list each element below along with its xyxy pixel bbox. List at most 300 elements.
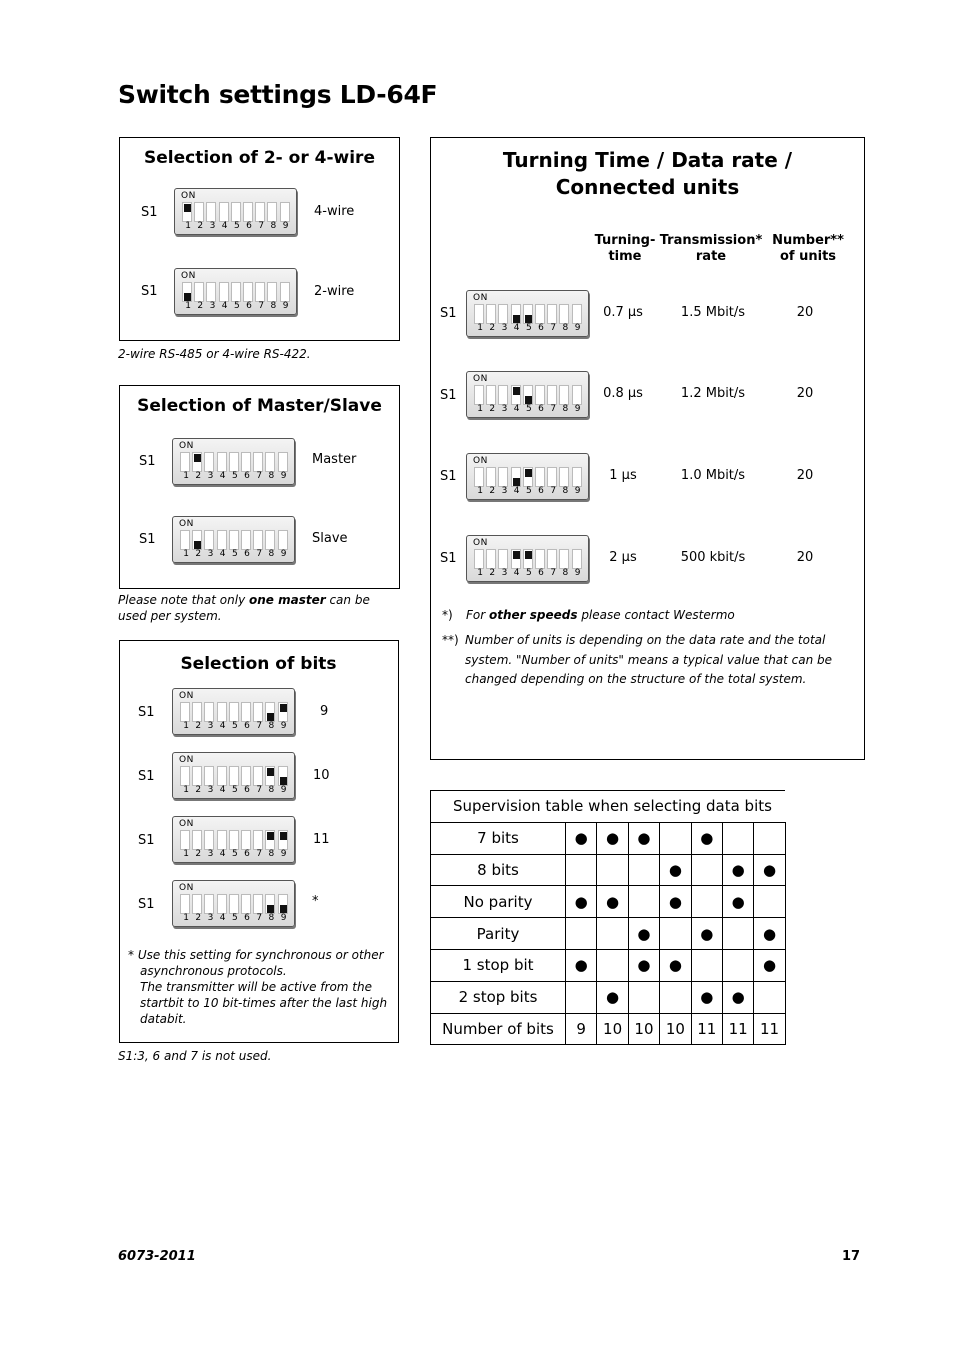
dip-number: 9: [280, 913, 287, 923]
dip-number: 1: [183, 721, 189, 731]
dip-slot: [535, 304, 545, 324]
dip-number: 8: [562, 568, 569, 578]
switch-label: S1: [139, 454, 156, 469]
dip-number: 5: [231, 549, 238, 559]
dip-slot: [229, 530, 239, 550]
dip-slot: [255, 202, 265, 222]
dip-slot: [523, 385, 533, 405]
dip-numbers: [180, 721, 290, 731]
table-cell: ●: [628, 822, 659, 854]
transmission-rate-value: 1.2 Mbit/s: [680, 386, 746, 401]
table-cell: 9: [566, 1013, 597, 1045]
table-cell: ●: [597, 886, 628, 918]
table-row: [431, 854, 786, 886]
table-cell: [566, 918, 597, 950]
dip-slot: [206, 202, 216, 222]
dip-number: 4: [513, 486, 520, 496]
dip-number: 2: [195, 721, 202, 731]
dip-slot: [217, 702, 227, 722]
dip-on-label: ON: [179, 519, 194, 529]
switch-label: S1: [141, 205, 158, 220]
dip-number: 3: [207, 785, 214, 795]
dip-slot: [204, 894, 214, 914]
dip-slot: [219, 282, 229, 302]
dip-number: 9: [280, 849, 287, 859]
dip-slot: [474, 467, 484, 487]
dip-number: 7: [550, 404, 557, 414]
dip-number: 4: [513, 323, 520, 333]
dip-slot: [217, 830, 227, 850]
header-line: time: [608, 249, 642, 264]
row-label: 1 stop bit: [431, 949, 566, 981]
dip-number: 3: [209, 301, 216, 311]
table-cell: [566, 981, 597, 1013]
caption-text: Please note that only: [118, 593, 249, 607]
dip-number: 8: [562, 404, 569, 414]
dip-number: 4: [513, 404, 520, 414]
dip-on-label: ON: [179, 691, 194, 701]
dip-number: 3: [209, 221, 216, 231]
dip-number: 9: [282, 221, 289, 231]
table-cell: 10: [597, 1013, 628, 1045]
dip-slot: [498, 467, 508, 487]
dip-number: 3: [207, 913, 214, 923]
dip-slot: [547, 385, 557, 405]
dip-slot: [265, 830, 275, 850]
dip-slot: [192, 452, 202, 472]
dip-number: 8: [562, 323, 569, 333]
bits-option-label: 10: [313, 768, 330, 783]
number-of-units-value: 20: [796, 305, 814, 320]
dip-number: 8: [268, 549, 275, 559]
dip-slot: [511, 304, 521, 324]
row-label: Number of bits: [431, 1013, 566, 1045]
dip-slot: [265, 452, 275, 472]
dip-number: 9: [280, 785, 287, 795]
dip-slot: [498, 385, 508, 405]
dip-slot: [192, 894, 202, 914]
dip-number: 6: [246, 221, 252, 231]
dip-slot: [535, 385, 545, 405]
dip-number: 9: [574, 486, 581, 496]
table-cell: ●: [660, 854, 691, 886]
dip-on-label: ON: [179, 755, 194, 765]
dip-number: 4: [219, 849, 226, 859]
dip-slot: [241, 530, 251, 550]
row-label: 2 stop bits: [431, 981, 566, 1013]
table-cell: [660, 918, 691, 950]
dip-slot: [474, 385, 484, 405]
switch-label: S1: [440, 388, 457, 403]
wire-caption: 2-wire RS-485 or 4-wire RS-422.: [118, 347, 311, 361]
dip-slot: [217, 452, 227, 472]
slave-option-label: Slave: [312, 531, 348, 546]
dip-switch: [466, 535, 589, 582]
table-cell: ●: [754, 918, 785, 950]
dip-number: 5: [233, 301, 240, 311]
table-row: [431, 822, 786, 854]
table-cell: [754, 886, 785, 918]
dip-slot: [229, 702, 239, 722]
dip-number: 3: [207, 721, 214, 731]
dip-number: 9: [280, 549, 287, 559]
dip-number: 9: [280, 471, 287, 481]
dip-slot: [194, 202, 204, 222]
caption-text: can be used per system.: [118, 593, 370, 623]
dip-slot: [498, 549, 508, 569]
dip-slot: [229, 766, 239, 786]
dip-number: 7: [256, 849, 263, 859]
dip-on-label: ON: [179, 883, 194, 893]
footnote-line: changed depending on the structure of the total system.: [465, 672, 807, 686]
table-cell: [597, 949, 628, 981]
table-cell: ●: [597, 822, 628, 854]
footnote-emphasis: other speeds: [489, 608, 578, 622]
dip-slot: [547, 549, 557, 569]
header-line: Number**: [772, 233, 844, 248]
dip-number: 4: [219, 913, 226, 923]
table-cell: ●: [628, 949, 659, 981]
dip-slot: [511, 467, 521, 487]
dip-slot: [267, 282, 277, 302]
dip-knob: [525, 551, 532, 559]
footnote-other-speeds: [442, 607, 842, 623]
dip-number: 5: [231, 721, 238, 731]
dip-switch: [172, 516, 295, 563]
table-cell: ●: [691, 918, 722, 950]
dip-number: 8: [268, 471, 275, 481]
dip-slot: [229, 830, 239, 850]
dip-slot: [241, 894, 251, 914]
bits-note-line: The transmitter will be active from the: [140, 980, 372, 994]
dip-slot: [511, 549, 521, 569]
dip-number: 5: [231, 471, 238, 481]
dip-number: 9: [574, 568, 581, 578]
dip-slot: [192, 766, 202, 786]
dip-slot: [535, 549, 545, 569]
dip-number: 7: [256, 785, 263, 795]
dip-number: 3: [207, 549, 214, 559]
table-row: [431, 949, 786, 981]
dip-slot: [278, 530, 288, 550]
dip-slot: [219, 202, 229, 222]
dip-slot: [486, 304, 496, 324]
dip-numbers: [180, 785, 290, 795]
dip-number: 4: [219, 721, 226, 731]
table-cell: ●: [722, 981, 753, 1013]
dip-number: 6: [538, 323, 544, 333]
bits-option-label: *: [312, 894, 319, 909]
dip-switch: [172, 688, 295, 735]
dip-number: 8: [268, 721, 275, 731]
dip-number: 8: [270, 301, 277, 311]
transmission-rate-header: [659, 233, 763, 265]
dip-number: 6: [244, 849, 250, 859]
switch-label: S1: [138, 705, 155, 720]
bits-caption: S1:3, 6 and 7 is not used.: [118, 1049, 272, 1063]
dip-slot: [280, 202, 290, 222]
dip-slot: [535, 467, 545, 487]
switch-label: S1: [440, 551, 457, 566]
dip-number: 7: [550, 486, 557, 496]
number-of-units-value: 20: [796, 468, 814, 483]
table-cell: ●: [597, 981, 628, 1013]
dip-slot: [206, 282, 216, 302]
table-cell: ●: [754, 949, 785, 981]
dip-slot: [204, 530, 214, 550]
dip-number: 1: [183, 471, 189, 481]
dip-number: 7: [256, 721, 263, 731]
dip-number: 1: [185, 301, 191, 311]
dip-on-label: ON: [473, 456, 488, 466]
wire-option-label: 4-wire: [314, 204, 355, 219]
bits-note-line: * Use this setting for synchronous or other: [128, 948, 384, 962]
table-cell: [628, 854, 659, 886]
dip-number: 4: [221, 301, 228, 311]
dip-switch: [172, 816, 295, 863]
table-cell: [722, 918, 753, 950]
table-cell: [660, 822, 691, 854]
dip-number: 7: [256, 913, 263, 923]
dip-slot: [559, 467, 569, 487]
dip-numbers: [182, 301, 292, 311]
dip-number: 5: [525, 486, 532, 496]
dip-number: 2: [489, 404, 496, 414]
dip-on-label: ON: [473, 293, 488, 303]
turning-time-value: 0.7 µs: [603, 305, 643, 320]
dip-slot: [192, 830, 202, 850]
dip-number: 3: [501, 323, 508, 333]
dip-number: 1: [183, 913, 189, 923]
table-row: [431, 981, 786, 1013]
table-cell: 11: [722, 1013, 753, 1045]
table-cell: [597, 854, 628, 886]
footnote-text: please contact Westermo: [577, 608, 735, 622]
dip-number: 4: [219, 549, 226, 559]
dip-number: 5: [525, 404, 532, 414]
bits-note-line: databit.: [140, 1012, 187, 1026]
supervision-table: [430, 790, 786, 1045]
dip-on-label: ON: [473, 538, 488, 548]
dip-knob: [267, 768, 274, 776]
wire-selection-title: Selection of 2- or 4-wire: [144, 148, 375, 168]
dip-slot: [241, 766, 251, 786]
document-number: 6073-2011: [118, 1249, 196, 1264]
turning-title-line: Turning Time / Data rate /: [502, 148, 793, 172]
dip-knob: [525, 315, 532, 323]
supervision-table-header: Supervision table when selecting data bits: [431, 791, 786, 823]
table-cell: ●: [660, 949, 691, 981]
switch-label: S1: [138, 769, 155, 784]
dip-number: 9: [282, 301, 289, 311]
dip-number: 2: [195, 913, 202, 923]
dip-number: 1: [477, 323, 483, 333]
wire-option-label: 2-wire: [314, 284, 355, 299]
dip-knob: [280, 777, 287, 785]
dip-on-label: ON: [181, 191, 196, 201]
switch-label: S1: [139, 532, 156, 547]
master-slave-box: [119, 385, 400, 589]
bits-note-line: startbit to 10 bit-times after the last high: [140, 996, 388, 1010]
dip-slot: [192, 530, 202, 550]
dip-slot: [265, 766, 275, 786]
dip-number: 3: [501, 568, 508, 578]
dip-slot: [267, 202, 277, 222]
dip-number: 9: [574, 323, 581, 333]
dip-slot: [192, 702, 202, 722]
table-cell: ●: [722, 886, 753, 918]
number-of-units-value: 20: [796, 386, 814, 401]
dip-slot: [253, 830, 263, 850]
dip-number: 2: [195, 471, 202, 481]
table-row: [431, 918, 786, 950]
row-label: 8 bits: [431, 854, 566, 886]
table-cell: [722, 822, 753, 854]
dip-slot: [278, 766, 288, 786]
dip-number: 1: [183, 849, 189, 859]
dip-knob: [267, 905, 274, 913]
table-cell: [754, 981, 785, 1013]
page-number: 17: [842, 1249, 861, 1264]
table-cell: ●: [754, 854, 785, 886]
table-cell: [660, 981, 691, 1013]
dip-switch: [174, 188, 297, 235]
dip-number: 1: [477, 404, 483, 414]
bits-selection-box: [119, 640, 399, 1043]
dip-number: 8: [270, 221, 277, 231]
number-of-units-header: [765, 233, 851, 265]
dip-on-label: ON: [179, 441, 194, 451]
dip-slot: [180, 766, 190, 786]
dip-knob: [194, 454, 201, 462]
table-cell: [597, 918, 628, 950]
turning-time-title: [431, 147, 864, 201]
table-cell: 10: [628, 1013, 659, 1045]
dip-knob: [194, 541, 201, 549]
dip-slot: [253, 530, 263, 550]
dip-number: 6: [538, 404, 544, 414]
turning-title-line: Connected units: [555, 175, 740, 199]
dip-number: 5: [231, 913, 238, 923]
dip-numbers: [180, 549, 290, 559]
dip-knob: [267, 832, 274, 840]
dip-slot: [265, 702, 275, 722]
header-line: Transmission*: [659, 233, 763, 248]
dip-slot: [253, 766, 263, 786]
dip-on-label: ON: [181, 271, 196, 281]
dip-switch: [466, 290, 589, 337]
turning-time-header: [591, 233, 659, 265]
row-label: Parity: [431, 918, 566, 950]
dip-number: 7: [550, 323, 557, 333]
dip-switch: [172, 438, 295, 485]
bits-note-line: asynchronous protocols.: [140, 964, 287, 978]
dip-switch: [466, 371, 589, 418]
dip-numbers: [474, 323, 584, 333]
dip-number: 1: [477, 568, 483, 578]
page-title: Switch settings LD-64F: [118, 80, 438, 109]
dip-slot: [231, 282, 241, 302]
dip-number: 5: [233, 221, 240, 231]
dip-slot: [559, 304, 569, 324]
dip-number: 7: [258, 221, 265, 231]
table-cell: [628, 886, 659, 918]
dip-on-label: ON: [473, 374, 488, 384]
dip-numbers: [474, 568, 584, 578]
master-slave-title: Selection of Master/Slave: [137, 396, 382, 416]
dip-number: 1: [477, 486, 483, 496]
dip-slot: [180, 452, 190, 472]
dip-slot: [194, 282, 204, 302]
table-cell: [754, 822, 785, 854]
dip-number: 8: [562, 486, 569, 496]
row-label: 7 bits: [431, 822, 566, 854]
dip-number: 5: [525, 323, 532, 333]
dip-slot: [278, 702, 288, 722]
dip-number: 2: [489, 486, 496, 496]
table-row: [431, 886, 786, 918]
dip-knob: [525, 469, 532, 477]
dip-slot: [182, 282, 192, 302]
dip-slot: [180, 702, 190, 722]
dip-number: 2: [195, 785, 202, 795]
transmission-rate-value: 1.5 Mbit/s: [680, 305, 746, 320]
dip-slot: [241, 702, 251, 722]
dip-numbers: [180, 471, 290, 481]
footnote-number-of-units: [442, 631, 852, 690]
dip-slot: [229, 894, 239, 914]
dip-slot: [572, 549, 582, 569]
table-cell: 10: [660, 1013, 691, 1045]
dip-slot: [253, 702, 263, 722]
dip-slot: [572, 304, 582, 324]
dip-number: 5: [231, 785, 238, 795]
dip-slot: [511, 385, 521, 405]
dip-number: 4: [221, 221, 228, 231]
dip-slot: [280, 282, 290, 302]
dip-slot: [498, 304, 508, 324]
dip-number: 7: [550, 568, 557, 578]
dip-slot: [547, 304, 557, 324]
dip-slot: [204, 766, 214, 786]
dip-number: 8: [268, 913, 275, 923]
dip-slot: [486, 549, 496, 569]
dip-number: 7: [256, 471, 263, 481]
dip-slot: [253, 894, 263, 914]
dip-slot: [204, 830, 214, 850]
dip-knob: [525, 396, 532, 404]
table-cell: [691, 886, 722, 918]
dip-number: 5: [525, 568, 532, 578]
dip-knob: [513, 315, 520, 323]
table-cell: ●: [566, 822, 597, 854]
dip-number: 6: [244, 471, 250, 481]
dip-number: 2: [197, 221, 204, 231]
dip-switch: [466, 453, 589, 500]
dip-number: 9: [574, 404, 581, 414]
dip-number: 9: [280, 721, 287, 731]
dip-slot: [243, 282, 253, 302]
table-cell: [566, 854, 597, 886]
dip-slot: [217, 766, 227, 786]
table-cell: 11: [691, 1013, 722, 1045]
dip-knob: [280, 704, 287, 712]
caption-emphasis: one master: [249, 593, 326, 607]
turning-time-value: 0.8 µs: [603, 386, 643, 401]
dip-slot: [474, 304, 484, 324]
dip-slot: [255, 282, 265, 302]
turning-time-box: [430, 137, 865, 760]
